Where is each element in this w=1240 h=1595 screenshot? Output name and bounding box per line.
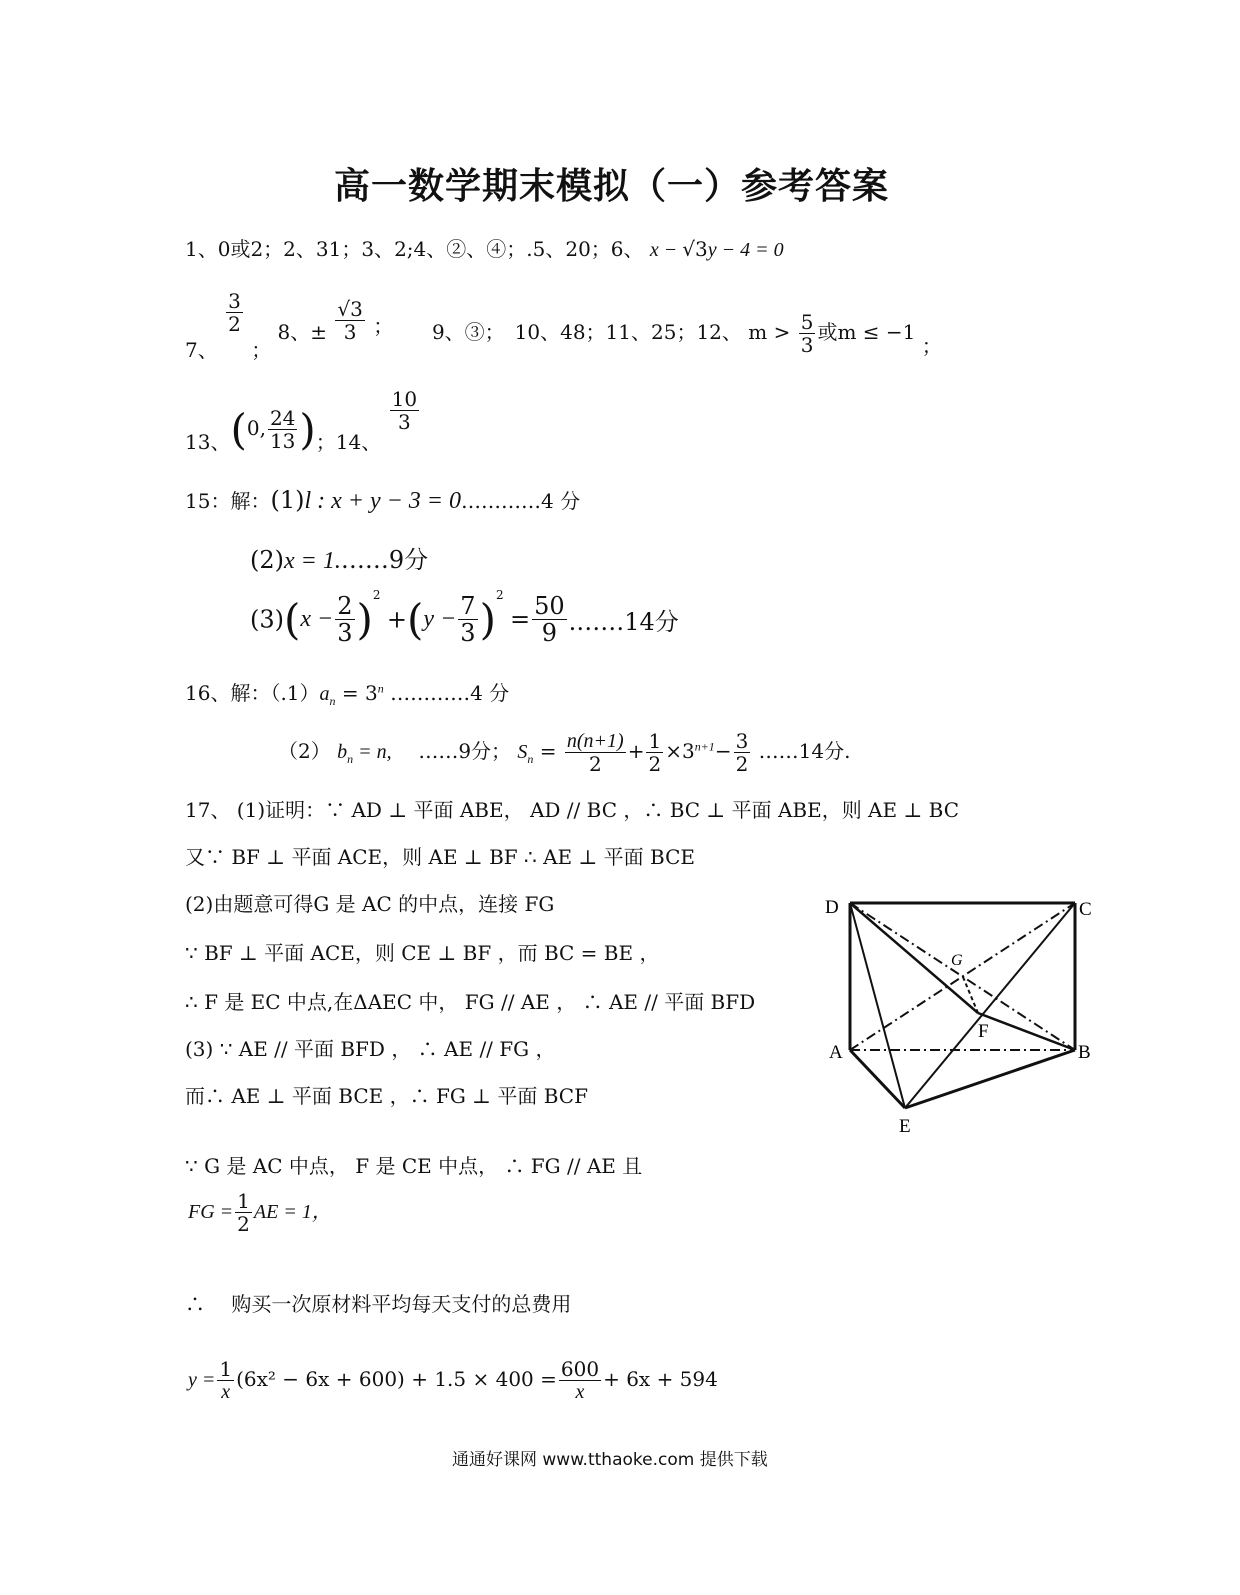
q17-line-4: ∵ BF ⊥ 平面 ACE，则 CE ⊥ BF ，而 BC = BE ， bbox=[185, 941, 660, 965]
q13-den: 13 bbox=[269, 429, 296, 453]
edge-FB bbox=[978, 1013, 1075, 1050]
q15-p3-plus: + bbox=[386, 605, 408, 634]
q16-f3-den: 2 bbox=[735, 752, 749, 776]
therefore-line: ∴ 购买一次原材料平均每天支付的总费用 bbox=[185, 1292, 572, 1316]
q17-l9-num: 1 bbox=[237, 1189, 250, 1213]
q17-line-1: 17、 (1)证明：∵ AD ⊥ 平面 ABE， AD // BC ，∴ BC ⊥ 平面 ABE，则 AE ⊥ BC bbox=[185, 798, 959, 822]
q15-sq-1: 2 bbox=[372, 588, 381, 602]
q16-sup: n+1 bbox=[694, 739, 715, 754]
q16-p2-score2: ……14分. bbox=[752, 739, 851, 763]
q15-p1-math: l : x + y − 3 = 0 bbox=[304, 488, 462, 514]
q15-p3-r-num: 50 bbox=[534, 591, 565, 620]
q16-p1-sup: n bbox=[377, 681, 384, 696]
cost-expr: (6x² − 6x + 600) + 1.5 × 400 = bbox=[236, 1367, 557, 1391]
q17-line-9 bbox=[188, 1190, 332, 1235]
q17-l9-b: AE = 1， bbox=[253, 1201, 332, 1223]
q15-p2-mark: (2) bbox=[250, 546, 284, 574]
label-F: F bbox=[978, 1021, 989, 1042]
q16-part2 bbox=[278, 730, 850, 775]
q17-line-7: 而∴ AE ⊥ 平面 BCE ，∴ FG ⊥ 平面 BCF bbox=[185, 1084, 588, 1108]
q17-line-5: ∴ F 是 EC 中点,在ΔAEC 中， FG // AE ， ∴ AE // 平面 BFD bbox=[185, 990, 756, 1014]
geometry-figure bbox=[815, 885, 1105, 1140]
q16-p1-score: …………4 分 bbox=[383, 681, 510, 705]
q16-p2-eq: = bbox=[533, 739, 557, 763]
q16-frac-2 bbox=[646, 730, 663, 775]
q8-sep: ； bbox=[373, 314, 394, 338]
q15-p3-frac-r bbox=[532, 593, 567, 647]
q15-p3-mark: (3) bbox=[250, 605, 284, 634]
q15-p3-b-num: 7 bbox=[460, 591, 476, 620]
q15-p3-b-den: 3 bbox=[460, 619, 476, 647]
q17-l9-frac bbox=[235, 1190, 252, 1235]
q15-p3-score: .……14分 bbox=[568, 608, 679, 636]
q12-den: 3 bbox=[800, 333, 814, 357]
answers-line-2 bbox=[185, 290, 942, 363]
q12-a: m > bbox=[748, 320, 797, 344]
q16-frac-3 bbox=[734, 730, 751, 775]
label-E: E bbox=[899, 1116, 911, 1137]
q16-f1-num: n(n+1) bbox=[566, 730, 624, 752]
q6-formula-a: x − bbox=[649, 239, 683, 261]
q15-part3 bbox=[250, 588, 679, 646]
q7-fraction bbox=[226, 290, 243, 335]
q15-rparen-2: ) bbox=[479, 595, 496, 644]
q15-p3-a-den: 3 bbox=[337, 619, 353, 647]
q14-fraction bbox=[390, 388, 419, 433]
q13-rparen: ) bbox=[299, 405, 316, 454]
q16-part1 bbox=[185, 677, 509, 709]
q15-lparen-1: ( bbox=[284, 595, 301, 644]
q16-f3-num: 3 bbox=[735, 729, 749, 753]
q16-p2-S-sub: n bbox=[527, 752, 534, 766]
q16-frac-1 bbox=[565, 730, 626, 775]
q15-sq-2: 2 bbox=[495, 588, 504, 602]
label-B: B bbox=[1078, 1042, 1091, 1063]
q16-f2-den: 2 bbox=[648, 752, 662, 776]
q15-label: 15：解： bbox=[185, 489, 271, 513]
q17-line-3: (2)由题意可得G 是 AC 的中点，连接 FG bbox=[185, 892, 555, 916]
answers-9-12: 9、③； 10、48；11、25；12、 bbox=[431, 320, 742, 344]
q15-p2-math: x = 1. bbox=[284, 548, 341, 574]
q16-f1-den: 2 bbox=[588, 752, 602, 776]
q14-num: 10 bbox=[391, 387, 418, 411]
q8-den: 3 bbox=[343, 320, 357, 344]
q15-p3-r-den: 9 bbox=[541, 619, 557, 647]
q15-p2-score: ……9分 bbox=[340, 546, 429, 574]
q16-f2-num: 1 bbox=[648, 729, 662, 753]
q16-times: ×3 bbox=[665, 739, 695, 763]
q17-line-6: (3) ∵ AE // 平面 BFD ， ∴ AE // FG ， bbox=[185, 1037, 556, 1061]
q15-lparen-2: ( bbox=[407, 595, 424, 644]
q16-p2-score1: ……9分； bbox=[418, 739, 512, 763]
q12-end: ； bbox=[921, 334, 942, 358]
answers-line-1 bbox=[185, 233, 784, 262]
cost-frac-1 bbox=[217, 1358, 234, 1403]
q13-sep: ；14、 bbox=[315, 430, 382, 454]
edge-CE bbox=[905, 903, 1075, 1108]
q8-fraction bbox=[335, 298, 364, 343]
q15-part1 bbox=[185, 485, 580, 515]
q17-line-2: 又∵ BF ⊥ 平面 ACE，则 AE ⊥ BF ∴ AE ⊥ 平面 BCE bbox=[185, 845, 695, 869]
q15-part2 bbox=[250, 540, 428, 575]
q17-l9-den: 2 bbox=[237, 1212, 250, 1236]
q6-sqrt: √3 bbox=[682, 237, 708, 261]
q15-rparen-1: ) bbox=[356, 595, 373, 644]
page-footer: 通通好课网 www.tthaoke.com 提供下载 bbox=[452, 1450, 768, 1470]
q16-p1-eq: = 3 bbox=[335, 681, 378, 705]
label-C: C bbox=[1079, 899, 1092, 920]
page-title: 高一数学期末模拟（一）参考答案 bbox=[334, 166, 890, 207]
q12-b: 或m ≤ −1 bbox=[817, 320, 916, 344]
q14-den: 3 bbox=[397, 410, 411, 434]
q13-zero: 0, bbox=[246, 416, 266, 440]
q12-num: 5 bbox=[800, 310, 814, 334]
q13-lparen: ( bbox=[230, 405, 247, 454]
q16-p2-b-sub: n bbox=[347, 752, 354, 766]
edge-EB bbox=[905, 1050, 1075, 1108]
cost-formula bbox=[188, 1358, 718, 1403]
cost-frac-1-num: 1 bbox=[219, 1357, 233, 1381]
q16-p2-b: b bbox=[337, 741, 348, 763]
q15-p3-frac-a bbox=[335, 593, 354, 647]
q7-sep: ； bbox=[251, 338, 272, 362]
q8-num: √3 bbox=[337, 297, 363, 321]
q15-p1-score: …………4 分 bbox=[461, 489, 581, 513]
q16-minus: − bbox=[714, 739, 732, 763]
q13-num: 24 bbox=[269, 406, 296, 430]
q7-den: 2 bbox=[228, 312, 241, 336]
label-D: D bbox=[825, 897, 839, 918]
answers-1-6: 1、0或2；2、31；3、2;4、②、④；.5、20；6、 bbox=[185, 237, 644, 261]
q16-label: 16、解：（.1） bbox=[185, 681, 320, 705]
q15-p3-b: y − bbox=[423, 606, 457, 632]
q15-p3-frac-b bbox=[458, 593, 477, 647]
q16-p2-mark: （2） bbox=[278, 739, 331, 763]
q15-p3-a-num: 2 bbox=[337, 591, 353, 620]
q16-p1-sub: n bbox=[329, 694, 336, 708]
q15-p3-eq: = bbox=[509, 605, 531, 634]
q12-fraction bbox=[799, 311, 816, 356]
cost-frac-2-den: x bbox=[575, 1381, 585, 1403]
q13-label: 13、 bbox=[185, 430, 231, 454]
q15-p1-mark: (1) bbox=[270, 486, 305, 514]
q17-line-8: ∵ G 是 AC 中点， F 是 CE 中点， ∴ FG // AE 且 bbox=[185, 1154, 643, 1178]
label-G: G bbox=[951, 952, 963, 969]
q16-p1-a: a bbox=[319, 683, 330, 705]
cost-y: y = bbox=[188, 1369, 216, 1391]
label-A: A bbox=[829, 1042, 843, 1063]
q17-l9-a: FG = bbox=[188, 1201, 234, 1223]
cost-frac-2 bbox=[559, 1358, 601, 1403]
cost-frac-2-num: 600 bbox=[560, 1357, 600, 1381]
q8-label: 8、± bbox=[277, 320, 328, 344]
q15-p3-a: x − bbox=[300, 606, 334, 632]
q16-p2-S: S bbox=[517, 741, 528, 763]
cost-frac-1-den: x bbox=[221, 1381, 231, 1403]
answers-line-3 bbox=[185, 388, 421, 455]
q7-num: 3 bbox=[228, 289, 241, 313]
q6-formula-b: y − 4 = 0 bbox=[707, 239, 784, 261]
q13-fraction bbox=[268, 407, 297, 452]
q16-p2-b-eq: = n, bbox=[353, 741, 392, 763]
cost-tail: + 6x + 594 bbox=[603, 1367, 718, 1391]
q7-label: 7、 bbox=[185, 338, 218, 362]
q16-plus: + bbox=[627, 739, 645, 763]
